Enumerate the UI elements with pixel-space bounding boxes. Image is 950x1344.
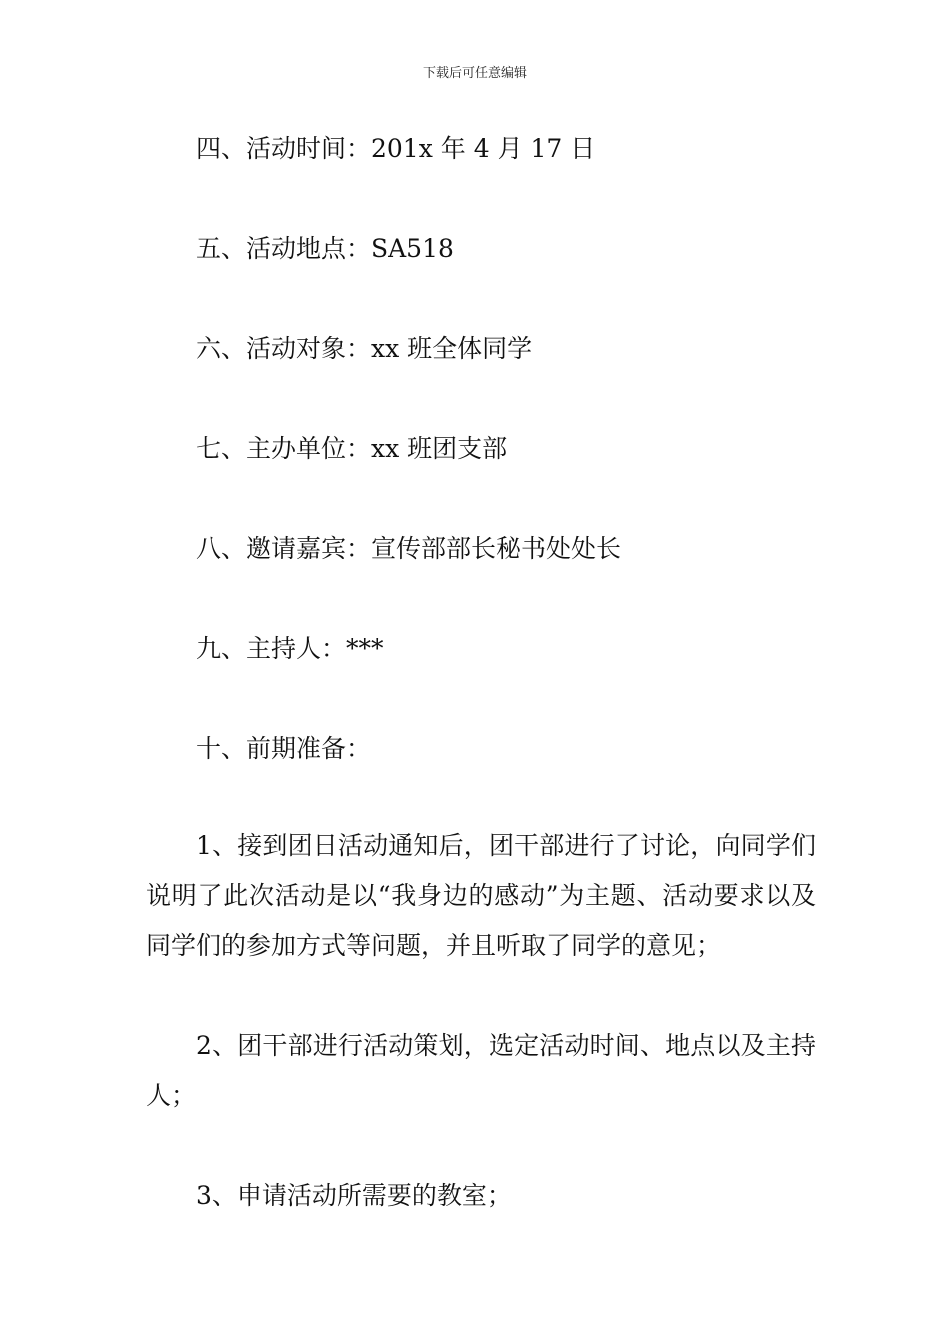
item-organizer: 七、主办单位：xx 班团支部 xyxy=(196,434,508,463)
paragraph-prep-2: 2、团干部进行活动策划，选定活动时间、地点以及主持人； xyxy=(146,1031,816,1110)
paragraph-prep-3: 3、申请活动所需要的教室； xyxy=(196,1181,512,1210)
item-invited-guests: 八、邀请嘉宾：宣传部部长秘书处处长 xyxy=(196,534,622,563)
item-preparation-heading: 十、前期准备： xyxy=(196,734,372,763)
item-host: 九、主持人：*** xyxy=(196,634,384,663)
item-activity-place: 五、活动地点：SA518 xyxy=(196,234,454,263)
item-activity-time: 四、活动时间：201x 年 4 月 17 日 xyxy=(196,134,596,163)
item-activity-audience: 六、活动对象：xx 班全体同学 xyxy=(196,334,533,363)
page-header: 下载后可任意编辑 xyxy=(422,66,527,81)
paragraph-prep-1: 1、接到团日活动通知后，团干部进行了讨论，向同学们说明了此次活动是以“我身边的感动”为主题、活动要求以及同学们的参加方式等问题，并且听取了同学的意见； xyxy=(146,831,816,960)
